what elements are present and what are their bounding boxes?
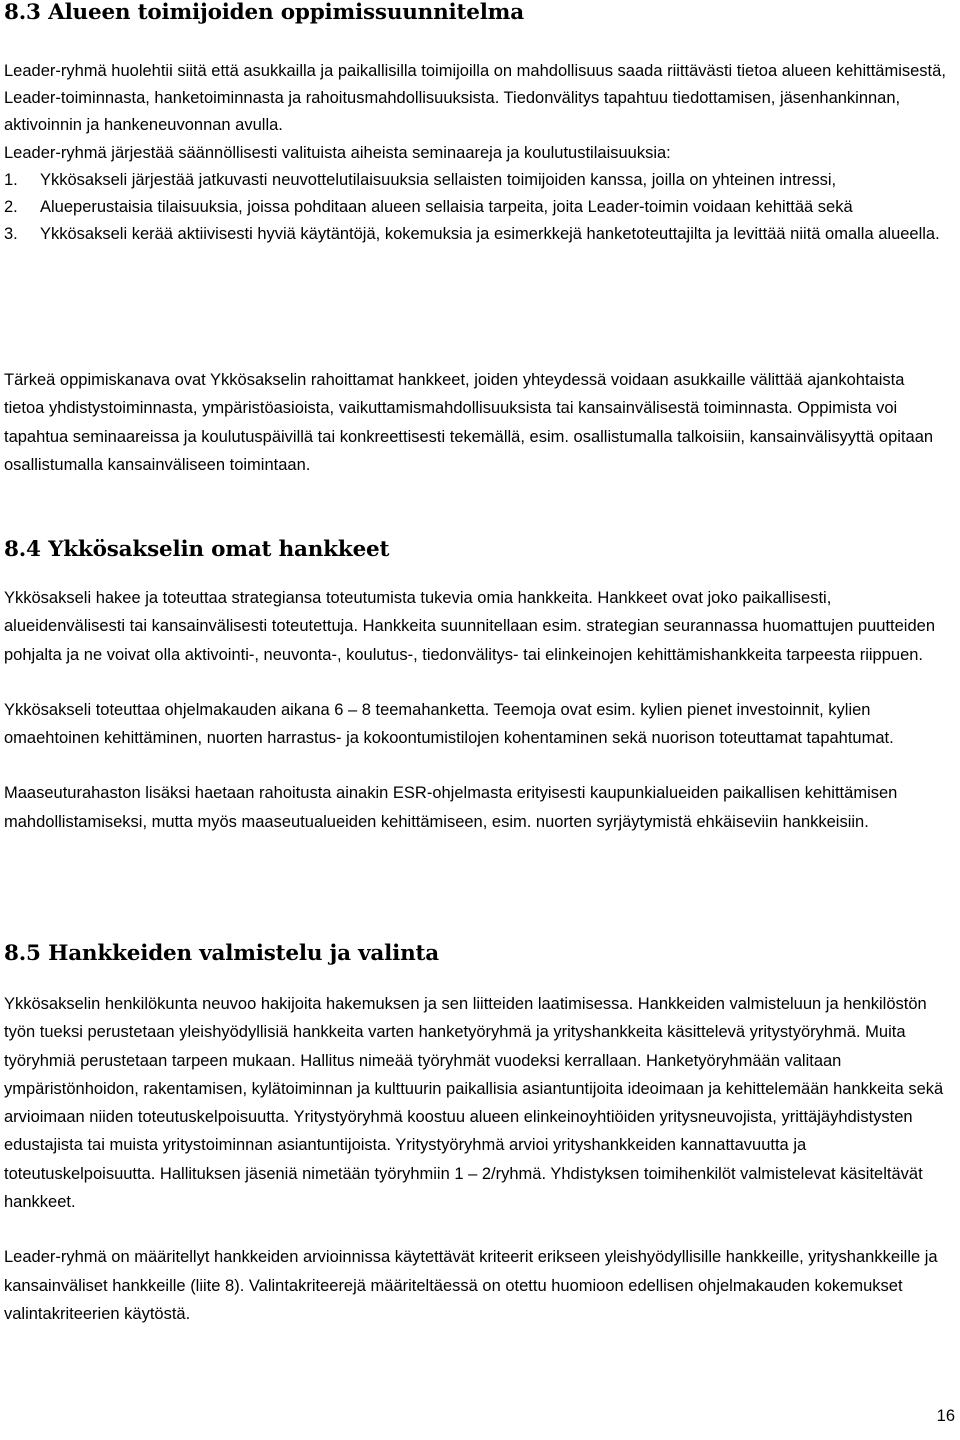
s83-paragraph-2: Leader-ryhmä järjestää säännöllisesti valituista aiheista seminaareja ja koulutustilaisuuksia: <box>4 143 671 162</box>
list-item <box>4 221 949 248</box>
list-number: 3. <box>4 225 18 244</box>
s84-paragraph-1: Ykkösakseli hakee ja toteuttaa strategiansa toteutumista tukevia omia hankkeita. Hankkeet ovat joko paikallisesti, alueidenvälisesti tai kansainvälisesti toteutettuja. Hankkeita suunnitellaan esim. strategian seurannassa huomattujen puutteiden pohjalta ja ne voivat olla aktivointi-, neuvonta-, koulutus-, tiedonvälitys- tai elinkeinojen kehittämishankkeita tarpeesta riippuen. <box>4 589 935 664</box>
section-8-5-body <box>4 990 949 1328</box>
s83-paragraph-1: Leader-ryhmä huolehtii siitä että asukkailla ja paikallisilla toimijoilla on mahdollisuus saada riittävästi tietoa alueen kehittämisestä, Leader-toiminnasta, hanketoiminnasta ja rahoitusmahdollisuuksista. Tiedonvälitys tapahtuu tiedottamisen, jäsenhankinnan, aktivoinnin ja hankeneuvonnan avulla. <box>4 62 946 135</box>
section-8-3-body-2 <box>4 366 949 479</box>
heading-8-4: 8.4 Ykkösakselin omat hankkeet <box>4 537 390 562</box>
list-item-text: Ykkösakseli järjestää jatkuvasti neuvottelutilaisuuksia sellaisten toimijoiden kanssa, joilla on yhteinen intressi, <box>40 170 837 189</box>
s84-paragraph-2: Ykkösakseli toteuttaa ohjelmakauden aikana 6 – 8 teemahanketta. Teemoja ovat esim. kylien pienet investoinnit, kylien omaehtoinen kehittäminen, nuorten harrastus- ja kokoontumistilojen kohentaminen sekä nuorison toteuttamat tapahtumat. <box>4 700 894 748</box>
page-number: 16 <box>936 1407 955 1425</box>
heading-8-5: 8.5 Hankkeiden valmistelu ja valinta <box>4 941 439 966</box>
list-number: 2. <box>4 198 18 217</box>
s83-list <box>4 167 949 249</box>
heading-8-3: 8.3 Alueen toimijoiden oppimissuunnitelma <box>4 0 524 25</box>
list-item <box>4 167 949 194</box>
section-8-3-body <box>4 58 949 248</box>
s85-paragraph-1: Ykkösakselin henkilökunta neuvoo hakijoita hakemuksen ja sen liitteiden laatimisessa. Hankkeiden valmisteluun ja henkilöstön työn tueksi perustetaan yleishyödyllisiä hankkeita varten hanketyöryhmä ja yrityshankkeita käsittelevä yritystyöryhmä. Muita työryhmiä perustetaan tarpeen mukaan. Hallitus nimeää työryhmät vuodeksi kerrallaan. Hanketyöryhmään valitaan ympäristönhoidon, rakentamisen, kylätoiminnan ja kulttuurin paikallisia asiantuntijoita ideoimaan ja kehittelemään hankkeita sekä arvioimaan niiden toteutuskelpoisuutta. Yritystyöryhmä koostuu alueen elinkeinoyhtiöiden yritysneuvojista, yrittäjäyhdistysten edustajista tai muista yritystoiminnan asiantuntijoista. Yritystyöryhmä arvioi yrityshankkeiden kannattavuutta ja toteutuskelpoisuutta. Hallituksen jäseniä nimetään työryhmiin 1 – 2/ryhmä. Yhdistyksen toimihenkilöt valmistelevat käsiteltävät hankkeet. <box>4 995 944 1212</box>
list-number: 1. <box>4 170 18 189</box>
s83-paragraph-3: Tärkeä oppimiskanava ovat Ykkösakselin rahoittamat hankkeet, joiden yhteydessä voidaan asukkaille välittää ajankohtaista tietoa yhdistystoiminnasta, ympäristöasioista, vaikuttamismahdollisuuksista tai kansainvälisestä toiminnasta. Oppimista voi tapahtua seminaareissa ja koulutuspäivillä tai konkreettisesti tekemällä, esim. osallistumalla talkoisiin, kansainvälisyyttä opitaan osallistumalla kansainväliseen toimintaan. <box>4 371 934 474</box>
s85-paragraph-2: Leader-ryhmä on määritellyt hankkeiden arvioinnissa käytettävät kriteerit erikseen yleishyödyllisille hankkeille, yrityshankkeille ja kansainväliset hankkeille (liite 8). Valintakriteerejä määriteltäessä on otettu huomioon edellisen ohjelmakauden kokemukset valintakriteerien käytöstä. <box>4 1248 938 1323</box>
list-item-text: Ykkösakseli kerää aktiivisesti hyviä käytäntöjä, kokemuksia ja esimerkkejä hanketoteuttajilta ja levittää niitä omalla alueella. <box>40 225 940 244</box>
list-item-text: Alueperustaisia tilaisuuksia, joissa pohditaan alueen sellaisia tarpeita, joita Leader-toimin voidaan kehittää sekä <box>40 198 853 217</box>
section-8-4-body <box>4 584 949 836</box>
list-item <box>4 194 949 221</box>
s84-paragraph-3: Maaseuturahaston lisäksi haetaan rahoitusta ainakin ESR-ohjelmasta erityisesti kaupunkialueiden paikallisen kehittämisen mahdollistamiseksi, mutta myös maaseutualueiden kehittämiseen, esim. nuorten syrjäytymistä ehkäiseviin hankkeisiin. <box>4 784 898 831</box>
